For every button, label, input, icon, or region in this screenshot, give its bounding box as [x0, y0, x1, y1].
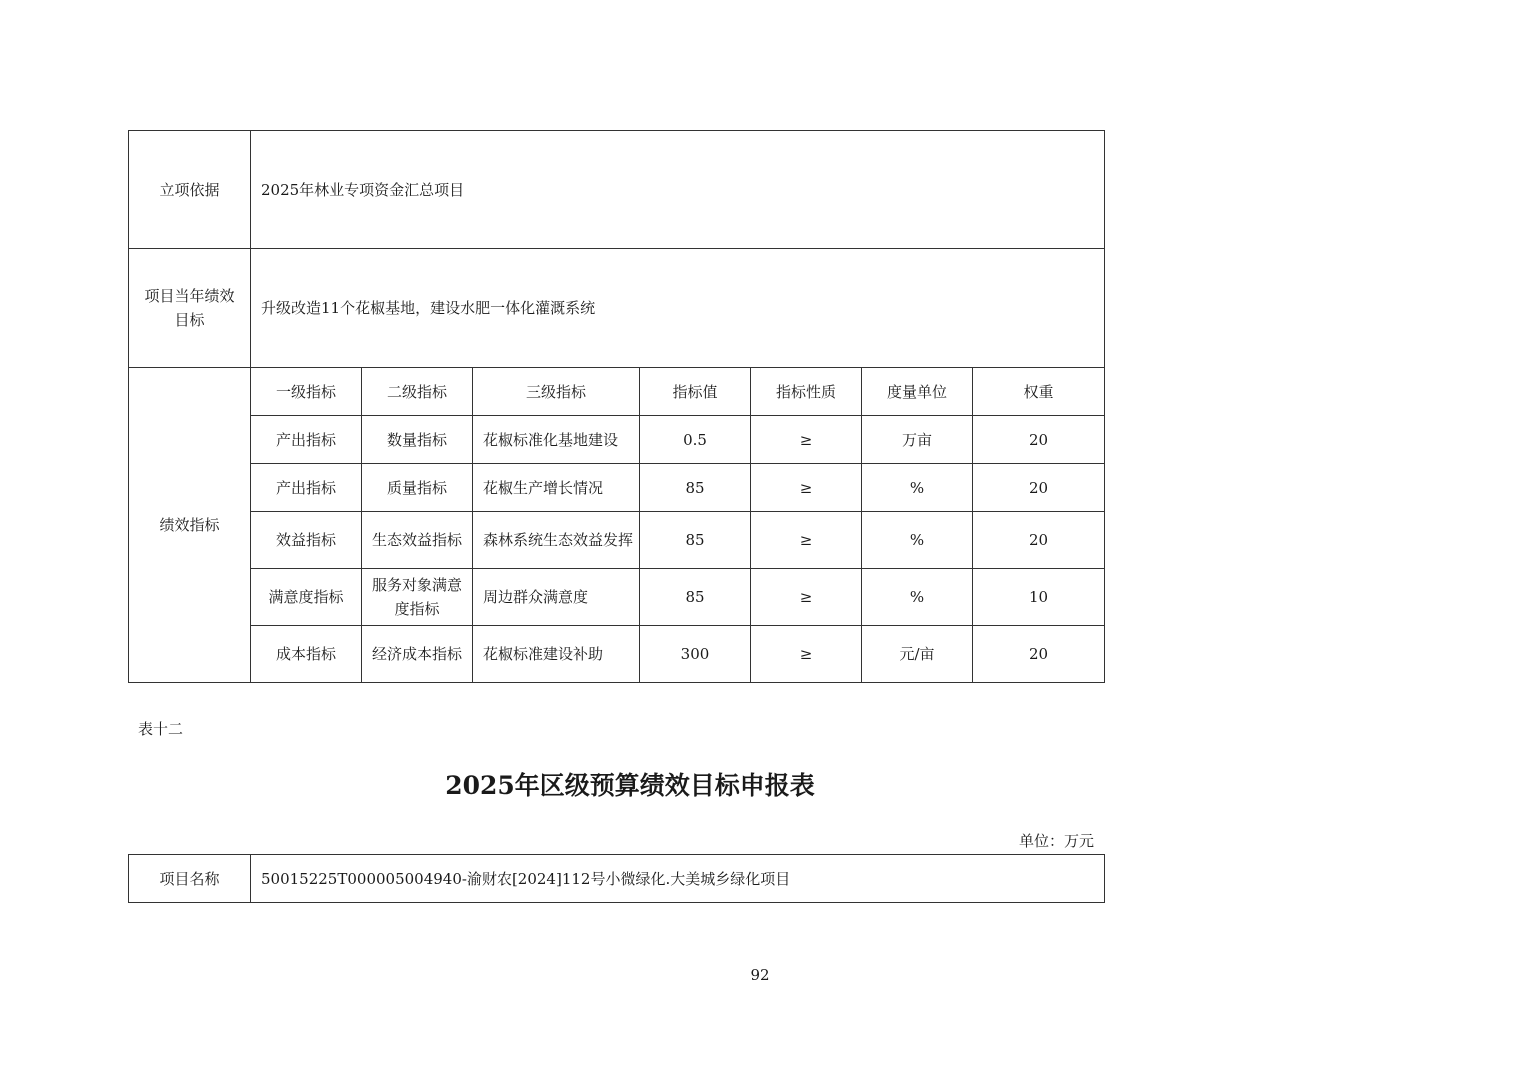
basis-value: 2025年林业专项资金汇总项目: [251, 131, 1105, 249]
cell-value: 300: [640, 626, 751, 683]
cell-nature: ≥: [751, 626, 862, 683]
basis-row: [129, 131, 1105, 249]
cell-nature: ≥: [751, 569, 862, 626]
indicators-section-label: 绩效指标: [129, 368, 251, 683]
goal-label-line1: 项目当年绩效: [144, 287, 235, 305]
cell-value: 85: [640, 569, 751, 626]
cell-level3: 花椒生产增长情况: [473, 464, 640, 512]
table-row: [129, 512, 1105, 569]
header-value: 指标值: [640, 368, 751, 416]
table-row: [129, 626, 1105, 683]
cell-unit: 万亩: [862, 416, 973, 464]
project-row: [129, 855, 1105, 903]
cell-weight: 20: [973, 416, 1105, 464]
header-nature: 指标性质: [751, 368, 862, 416]
cell-level1: 成本指标: [251, 626, 362, 683]
cell-level2: 服务对象满意度指标: [362, 569, 473, 626]
cell-nature: ≥: [751, 512, 862, 569]
cell-level1: 产出指标: [251, 464, 362, 512]
cell-weight: 20: [973, 512, 1105, 569]
performance-table: [128, 130, 1105, 683]
page-title: 2025年区级预算绩效目标申报表: [445, 771, 815, 800]
cell-level2: 数量指标: [362, 416, 473, 464]
cell-level3: 花椒标准化基地建设: [473, 416, 640, 464]
cell-nature: ≥: [751, 464, 862, 512]
cell-unit: %: [862, 569, 973, 626]
cell-unit: 元/亩: [862, 626, 973, 683]
cell-weight: 20: [973, 464, 1105, 512]
goal-label-line2: 目标: [174, 311, 205, 329]
header-level3: 三级指标: [473, 368, 640, 416]
indicator-header-row: [129, 368, 1105, 416]
project-name-table: [128, 854, 1105, 903]
cell-level1: 产出指标: [251, 416, 362, 464]
page-number: 92: [750, 966, 770, 984]
table-row: [129, 569, 1105, 626]
cell-unit: %: [862, 464, 973, 512]
basis-label: 立项依据: [129, 131, 251, 249]
table-row: [129, 416, 1105, 464]
goal-value: 升级改造11个花椒基地，建设水肥一体化灌溉系统: [251, 249, 1105, 368]
cell-value: 0.5: [640, 416, 751, 464]
cell-weight: 10: [973, 569, 1105, 626]
cell-level3: 周边群众满意度: [473, 569, 640, 626]
table-row: [129, 464, 1105, 512]
header-level1: 一级指标: [251, 368, 362, 416]
cell-level2: 生态效益指标: [362, 512, 473, 569]
cell-value: 85: [640, 512, 751, 569]
cell-level1: 满意度指标: [251, 569, 362, 626]
cell-level2: 经济成本指标: [362, 626, 473, 683]
cell-level3: 森林系统生态效益发挥: [473, 512, 640, 569]
cell-level2: 质量指标: [362, 464, 473, 512]
cell-nature: ≥: [751, 416, 862, 464]
goal-row: [129, 249, 1105, 368]
project-label: 项目名称: [129, 855, 251, 903]
cell-value: 85: [640, 464, 751, 512]
project-value: 50015225T000005004940-渝财农[2024]112号小微绿化.大美城乡绿化项目: [251, 855, 1105, 903]
cell-level1: 效益指标: [251, 512, 362, 569]
unit-label: 单位：万元: [1018, 832, 1094, 850]
table-caption: 表十二: [138, 720, 184, 738]
header-unit: 度量单位: [862, 368, 973, 416]
header-weight: 权重: [973, 368, 1105, 416]
header-level2: 二级指标: [362, 368, 473, 416]
cell-level3: 花椒标准建设补助: [473, 626, 640, 683]
cell-unit: %: [862, 512, 973, 569]
cell-weight: 20: [973, 626, 1105, 683]
goal-label: [129, 249, 251, 368]
